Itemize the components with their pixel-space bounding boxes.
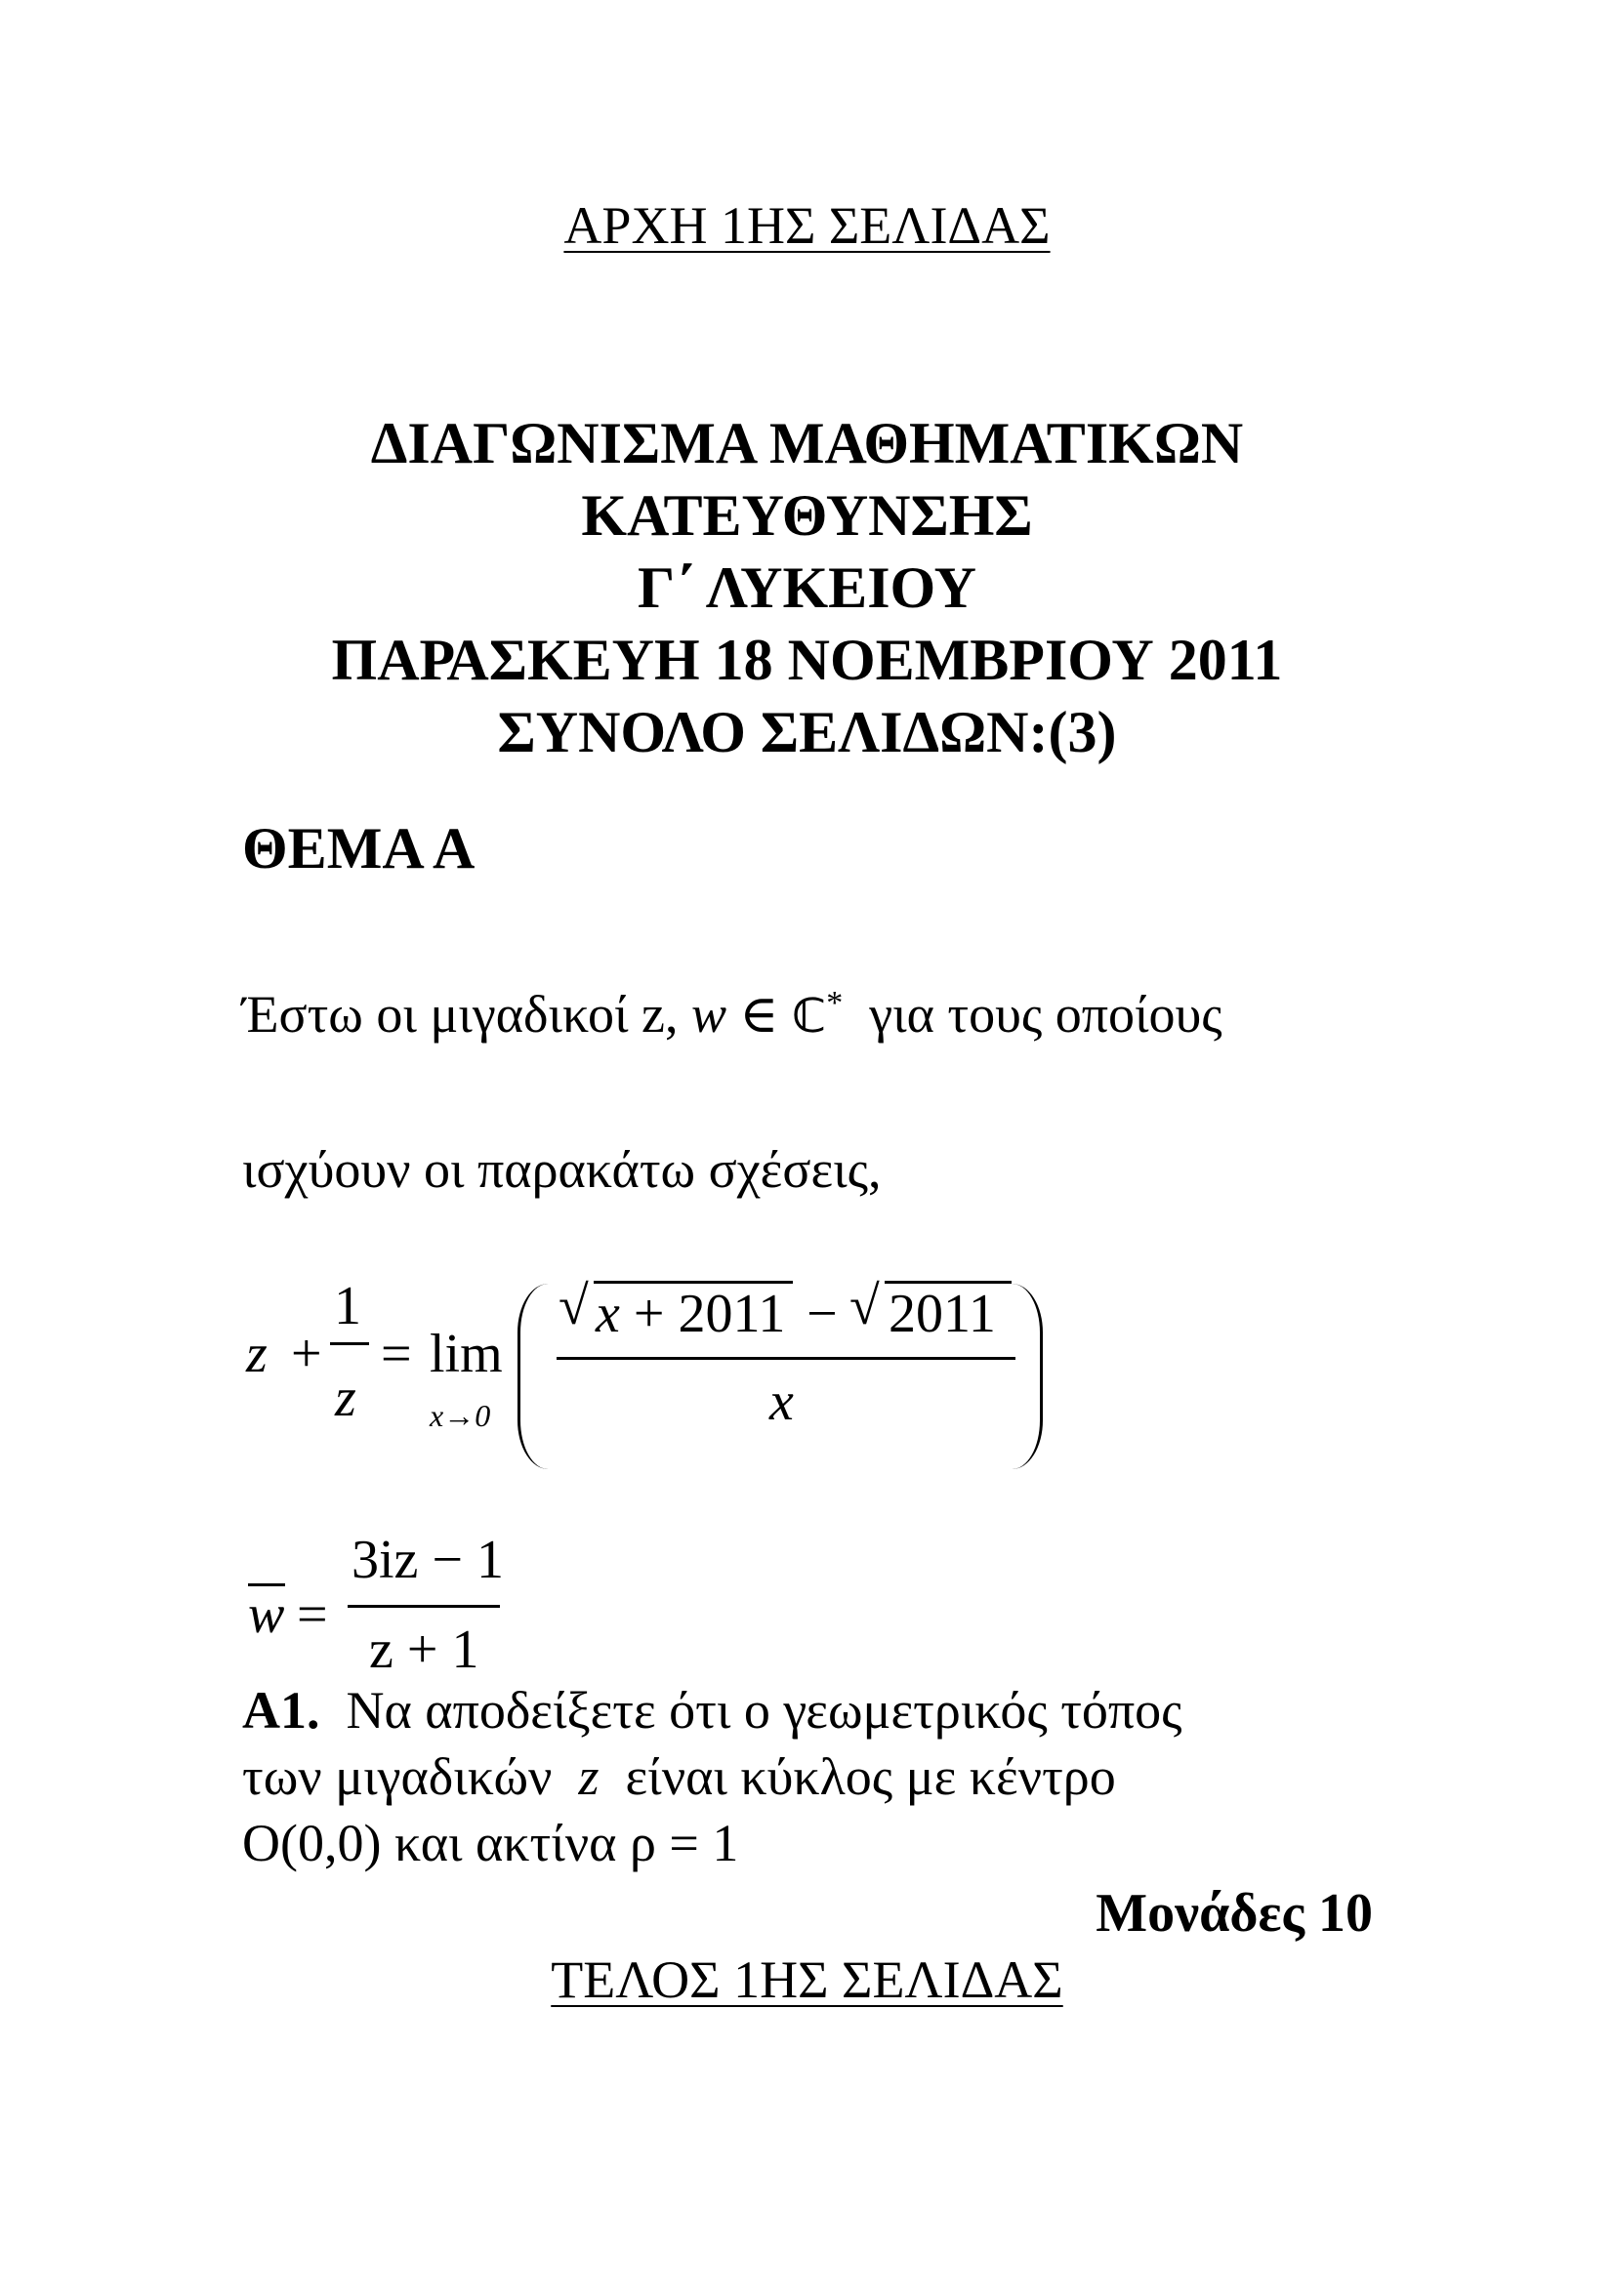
eq2-num: 3iz − 1 (352, 1530, 504, 1590)
a1-line-3: O(0,0) και ακτίνα ρ = 1 (242, 1814, 739, 1872)
eq1-frac-num: 1 (334, 1276, 361, 1336)
section-heading: ΘΕΜΑ Α (242, 816, 476, 881)
eq1-minus: − (807, 1284, 838, 1344)
title-line: ΣΥΝΟΛΟ ΣΕΛΙΔΩΝ:(3) (497, 700, 1117, 764)
title-line: ΠΑΡΑΣΚΕΥΗ 18 ΝΟΕΜΒΡΙΟΥ 2011 (331, 628, 1283, 692)
page-footer-text: ΤΕΛΟΣ 1ΗΣ ΣΕΛΙΔΑΣ (551, 1950, 1063, 2009)
equation-w-bar (0, 1523, 1614, 1689)
eq1-lim-sub: x→0 (430, 1398, 491, 1433)
page-header (0, 195, 1614, 256)
intro-text-2: για τους οποίους (869, 985, 1222, 1044)
page-footer (0, 1949, 1614, 2010)
title-line: Γ΄ ΛΥΚΕΙΟΥ (638, 555, 976, 620)
eq1-main-frac-bar (557, 1357, 1015, 1360)
a1-text-1: Να αποδείξετε ότι ο γεωμετρικός τόπος (346, 1681, 1182, 1740)
page-header-text: ΑΡΧΗ 1ΗΣ ΣΕΛΙΔΑΣ (563, 196, 1051, 255)
eq2-frac-bar (348, 1605, 500, 1608)
intro-text-1: Έστω οι μιγαδικοί z, (242, 985, 691, 1044)
a1-line-2 (242, 1743, 1182, 1810)
relations-line: ισχύουν οι παρακάτω σχέσεις, (242, 1140, 882, 1199)
eq1-lhs-z: z (246, 1324, 268, 1384)
a1-label: Α1. (242, 1681, 320, 1740)
intro-line (242, 983, 1222, 1045)
intro-var-w: w (690, 985, 727, 1044)
eq2-lhs: w (248, 1584, 285, 1645)
eq1-sqrt1: x + 2011 (596, 1284, 786, 1344)
title-line: ΔΙΑΓΩΝΙΣΜΑ ΜΑΘΗΜΑΤΙΚΩΝ (370, 411, 1244, 475)
intro-elem: ∈ (726, 985, 792, 1044)
eq1-sqrt2: 2011 (889, 1284, 996, 1344)
eq1-frac-den: z (335, 1368, 356, 1428)
a1-text-2a: των μιγαδικών (242, 1747, 553, 1806)
equation-limit (0, 1269, 1614, 1484)
set-superscript: * (826, 985, 844, 1021)
eq2-equals: = (297, 1584, 328, 1645)
marks: Μονάδες 10 (1096, 1883, 1373, 1944)
eq2-den: z + 1 (369, 1620, 479, 1680)
radical-icon: √ (559, 1276, 589, 1336)
a1-var-z: z (578, 1747, 600, 1806)
exam-title (0, 407, 1614, 768)
a1-line-1 (242, 1677, 1182, 1743)
eq1-plus: + (291, 1324, 322, 1384)
eq1-den: x (769, 1372, 794, 1432)
title-line: ΚΑΤΕΥΘΥΝΣΗΣ (581, 483, 1033, 548)
radical-icon: √ (849, 1276, 880, 1336)
eq1-lim: lim (430, 1324, 503, 1384)
question-a1 (242, 1677, 1182, 1876)
complex-set-symbol: ℂ (792, 989, 827, 1044)
eq1-frac-bar (330, 1342, 369, 1345)
eq1-equals: = (381, 1324, 412, 1384)
a1-text-2b: είναι κύκλος με κέντρο (625, 1747, 1116, 1806)
